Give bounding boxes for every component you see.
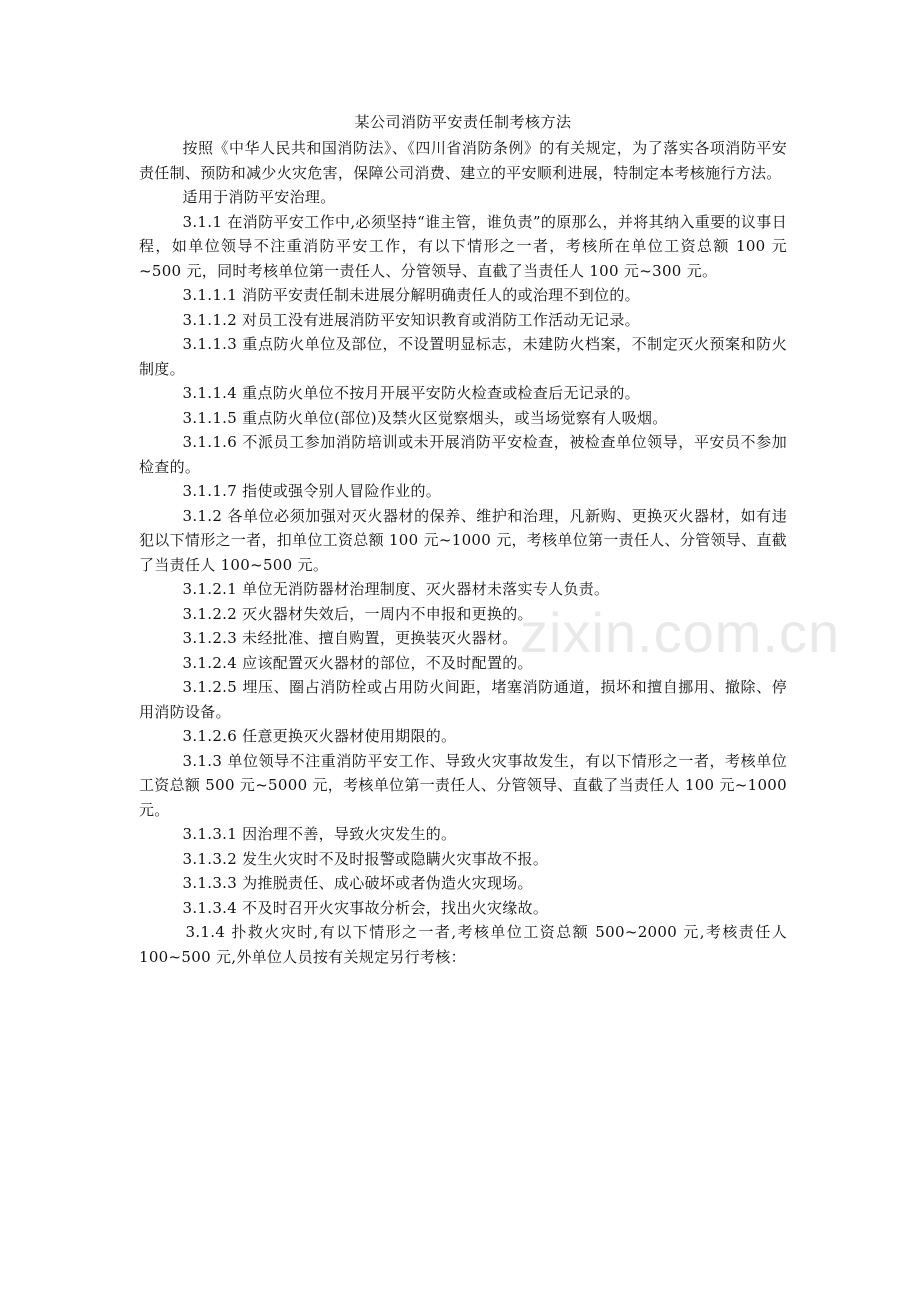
paragraph-3-1-1: 3.1.1 在消防平安工作中,必须坚持“谁主管，谁负责”的原那么，并将其纳入重要的议事日程，如单位领导不注重消防平安工作，有以下情形之一者，考核所在单位工资总额 100 元~500 元，同时考核单位第一责任人、分管领导、直截了当责任人 100 元~300 元。	[139, 212, 787, 280]
paragraph-3-1-1-3: 3.1.1.3 重点防火单位及部位，不设置明显标志，未建防火档案，不制定灭火预案和防火制度。	[139, 335, 787, 378]
paragraph-3-1-1-7: 3.1.1.7 指使或强令别人冒险作业的。	[182, 482, 442, 500]
paragraph-3-1-2-1: 3.1.2.1 单位无消防器材治理制度、灭火器材未落实专人负责。	[182, 580, 610, 598]
paragraph-3-1-1-1: 3.1.1.1 消防平安责任制未进展分解明确责任人的或治理不到位的。	[182, 286, 640, 304]
paragraph-scope: 适用于消防平安治理。	[182, 188, 336, 206]
document-title: 某公司消防平安责任制考核方法	[354, 113, 572, 131]
paragraph-3-1-3-4: 3.1.3.4 不及时召开火灾事故分析会，找出火灾缘故。	[182, 898, 549, 917]
paragraph-3-1-3: 3.1.3 单位领导不注重消防平安工作、导致火灾事故发生，有以下情形之一者，考核单位工资总额 500 元~5000 元，考核单位第一责任人、分管领导、直截了当责任人 100 元~1000 元。	[139, 751, 787, 819]
paragraph-3-1-2-3: 3.1.2.3 未经批准、擅自购置，更换装灭火器材。	[182, 629, 518, 647]
paragraph-3-1-4: 3.1.4 扑救火灾时,有以下情形之一者,考核单位工资总额 500~2000 元,考核责任人 100~500 元,外单位人员按有关规定另行考核：	[139, 923, 787, 966]
watermark-text: zixin.com.cn	[520, 601, 841, 664]
paragraph-3-1-1-5: 3.1.1.5 重点防火单位(部位)及禁火区觉察烟头，或当场觉察有人吸烟。	[182, 408, 668, 427]
paragraph-3-1-2: 3.1.2 各单位必须加强对灭火器材的保养、维护和治理，凡新购、更换灭火器材，如有违犯以下情形之一者，扣单位工资总额 100 元~1000 元，考核单位第一责任人、分管领导、直截了当责任人 100~500 元。	[139, 506, 787, 574]
document-body	[139, 110, 787, 969]
paragraph-intro: 按照《中华人民共和国消防法》、《四川省消防条例》的有关规定，为了落实各项消防平安责任制、预防和减少火灾危害，保障公司消费、建立的平安顺利进展，特制定本考核施行方法。	[139, 139, 787, 182]
paragraph-3-1-1-6: 3.1.1.6 不派员工参加消防培训或未开展消防平安检查，被检查单位领导，平安员不参加检查的。	[139, 433, 787, 476]
paragraph-3-1-1-4: 3.1.1.4 重点防火单位不按月开展平安防火检查或检查后无记录的。	[182, 384, 640, 402]
paragraph-3-1-2-2: 3.1.2.2 灭火器材失效后，一周内不申报和更换的。	[182, 604, 533, 623]
paragraph-3-1-3-1: 3.1.3.1 因治理不善，导致火灾发生的。	[182, 825, 457, 843]
paragraph-3-1-2-4: 3.1.2.4 应该配置灭火器材的部位，不及时配置的。	[182, 653, 533, 672]
paragraph-3-1-2-5: 3.1.2.5 埋压、圈占消防栓或占用防火间距，堵塞消防通道，损坏和擅自挪用、撤除、停用消防设备。	[139, 678, 787, 721]
paragraph-3-1-3-2: 3.1.3.2 发生火灾时不及时报警或隐瞒火灾事故不报。	[182, 849, 549, 868]
paragraph-3-1-1-2: 3.1.1.2 对员工没有进展消防平安知识教育或消防工作活动无记录。	[182, 310, 640, 329]
paragraph-3-1-2-6: 3.1.2.6 任意更换灭火器材使用期限的。	[182, 727, 457, 745]
paragraph-3-1-3-3: 3.1.3.3 为推脱责任、成心破坏或者伪造火灾现场。	[182, 874, 533, 892]
